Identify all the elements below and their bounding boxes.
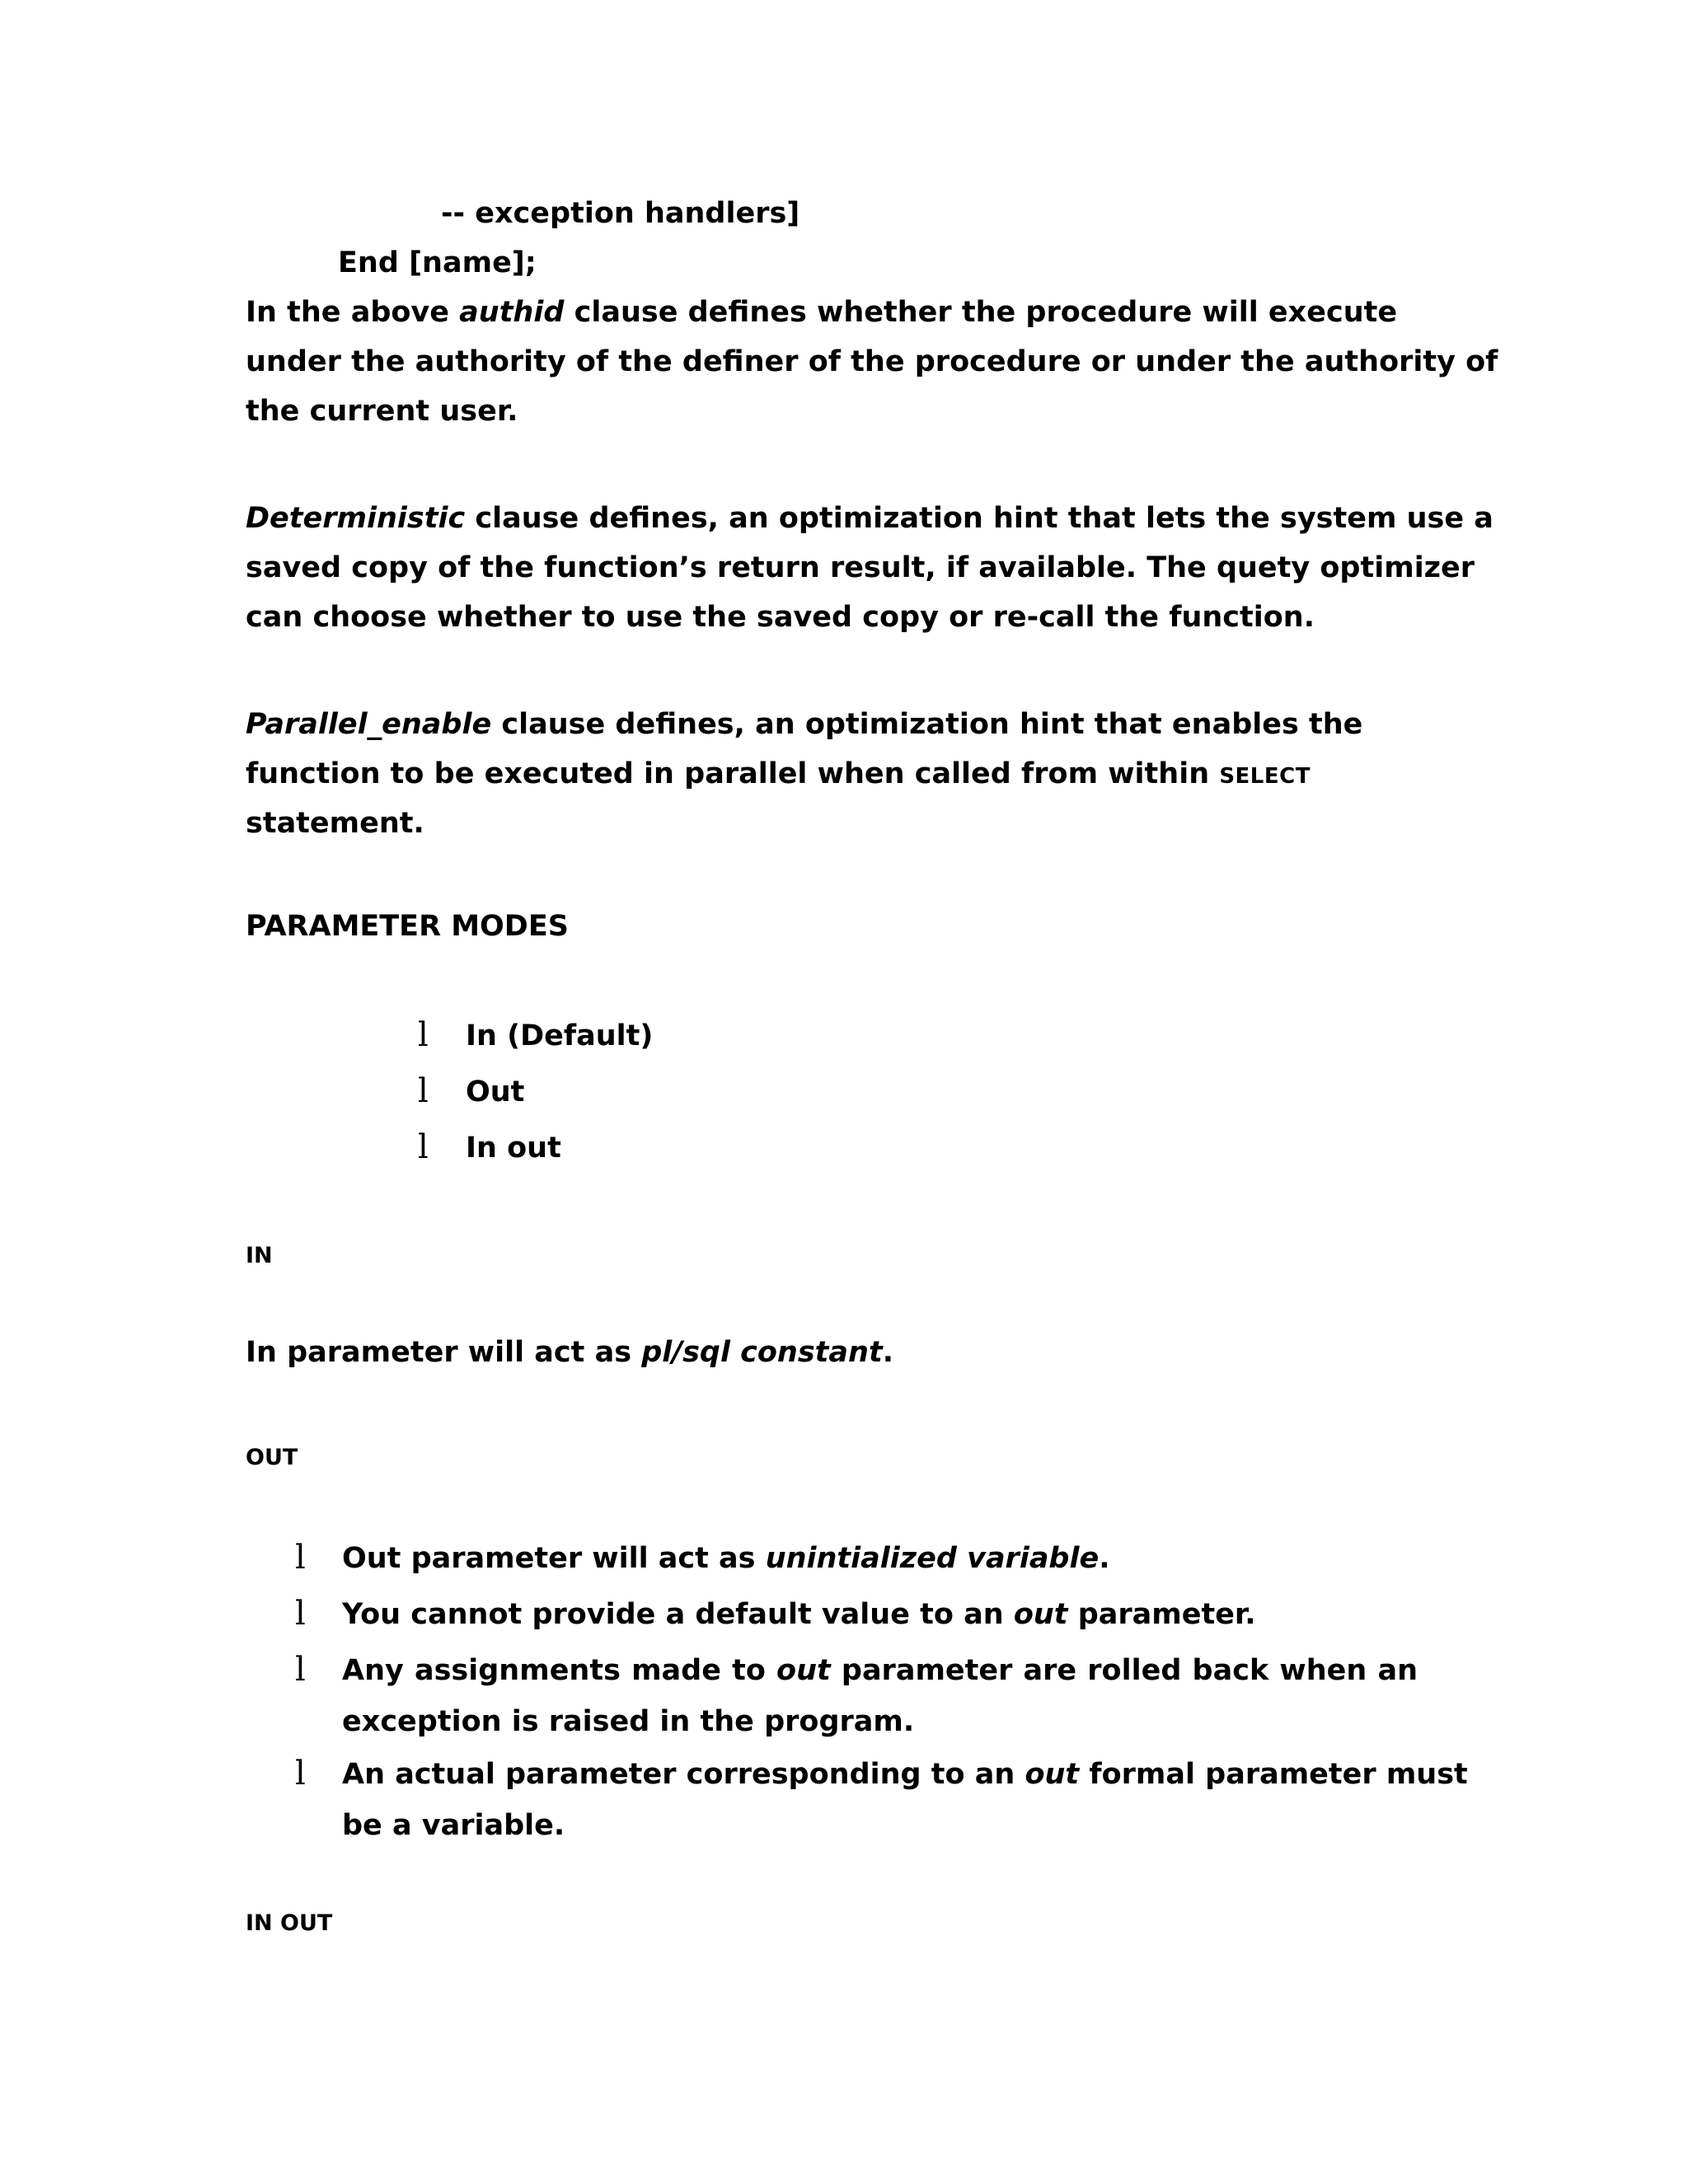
authid-paragraph-line-1 [246,298,1397,327]
text: clause defines, an optimization hint that lets the system use a [465,502,1493,535]
authid-paragraph-line-2: under the authority of the definer of the procedure or under the authority of [246,345,1498,378]
out-heading: OUT [246,1445,298,1470]
out-term: out [1013,1598,1068,1631]
text: clause defines whether the procedure will execute [564,296,1398,329]
out-bullet-4-line-1: An actual parameter corresponding to an out formal parameter must [342,1758,1468,1791]
bullet-icon: l [418,1128,429,1166]
out-bullet-2 [342,1598,1256,1631]
mode-item-in-out: In out [466,1132,561,1165]
bullet-icon: l [295,1539,306,1577]
authid-paragraph-line-3: the current user. [246,395,518,428]
bullet-icon: l [295,1755,306,1793]
in-heading: IN [246,1243,273,1268]
out-term: out [776,1654,831,1687]
select-keyword: SELECT [1219,764,1311,789]
bullet-icon: l [295,1651,306,1689]
code-line-exception-handlers: -- exception handlers] [441,197,800,230]
text: parameter. [1067,1598,1256,1631]
deterministic-paragraph-line-3: can choose whether to use the saved copy or re-call the function. [246,601,1315,634]
bullet-icon: l [295,1595,306,1633]
out-bullet-3-line-2: exception is raised in the program. [342,1705,915,1738]
deterministic-paragraph-line-1 [246,504,1493,533]
parallel-paragraph-line-1 [246,710,1362,739]
parallel-paragraph-line-2 [246,757,1311,790]
uninitialized-variable-term: unintialized variable [765,1542,1100,1575]
text: In parameter will act as [246,1336,642,1369]
text: You cannot provide a default value to an [342,1598,1014,1631]
text: clause defines, an optimization hint that enables the [491,708,1363,741]
in-out-heading: IN OUT [246,1910,333,1936]
out-term: out [1025,1758,1080,1791]
out-bullet-1 [342,1544,1110,1573]
text: . [882,1336,893,1369]
deterministic-paragraph-line-2: saved copy of the function’s return result, if available. The quety optimizer [246,551,1475,584]
authid-term: authid [459,296,565,329]
parallel-enable-term: Parallel_enable [246,708,492,741]
out-bullet-4-line-2: be a variable. [342,1809,565,1842]
deterministic-term: Deterministic [246,502,466,535]
mode-item-in: In (Default) [466,1019,654,1052]
bullet-icon: l [418,1072,429,1110]
parallel-paragraph-line-3: statement. [246,807,424,840]
mode-item-out: Out [466,1076,525,1108]
text: . [1099,1542,1110,1575]
bullet-icon: l [418,1016,429,1054]
text: function to be executed in parallel when called from within [246,757,1220,790]
text: In the above [246,296,460,329]
in-description [246,1338,893,1367]
parameter-modes-heading: PARAMETER MODES [246,910,569,943]
code-line-end-name: End [name]; [338,246,537,279]
text: Out parameter will act as [342,1542,766,1575]
out-bullet-3-line-1: Any assignments made to out parameter are rolled back when an [342,1654,1418,1687]
plsql-constant-term: pl/sql constant [641,1336,883,1369]
